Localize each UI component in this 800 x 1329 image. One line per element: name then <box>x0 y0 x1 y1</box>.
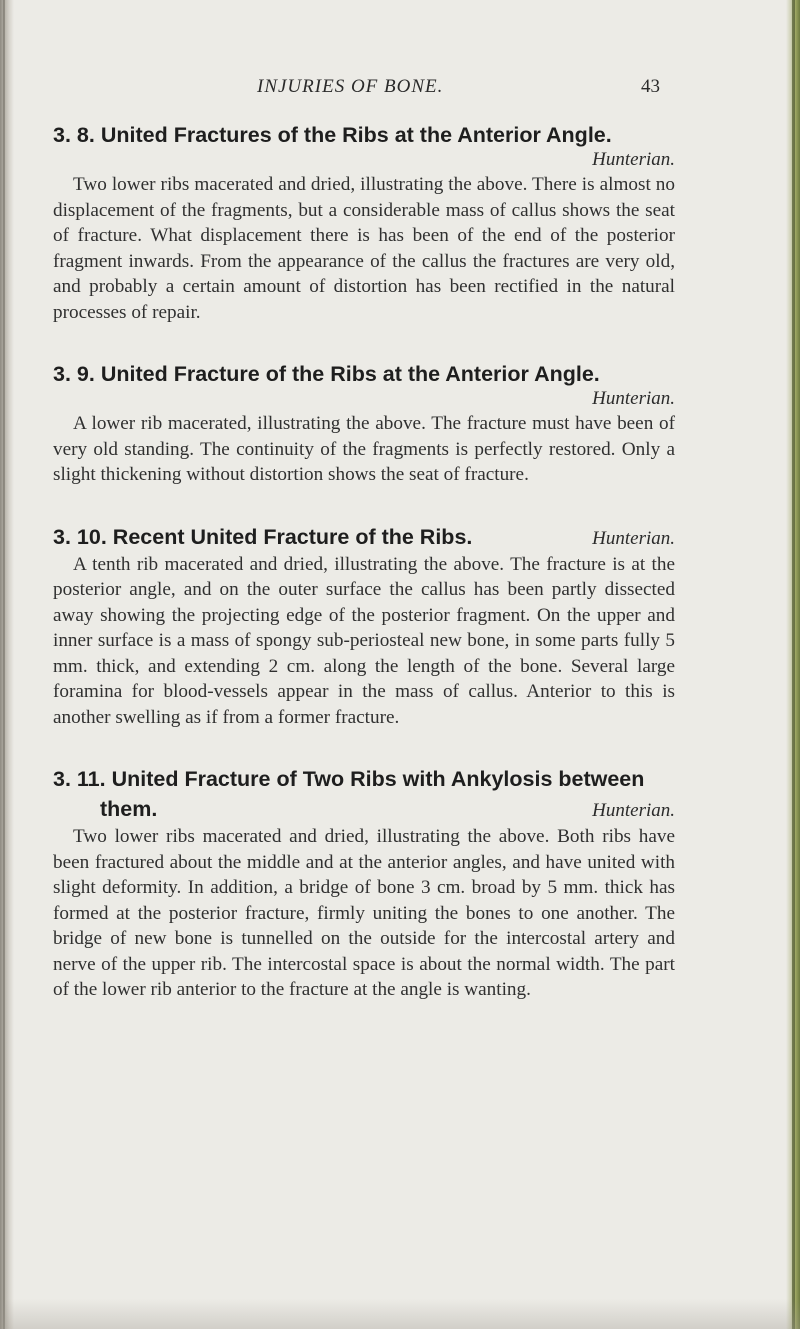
page-left-edge-line <box>3 0 5 1329</box>
entry-source: Hunterian. <box>592 800 675 821</box>
catalogue-entry-3-9 <box>53 359 675 488</box>
entry-title: United Fracture of Two Ribs with Ankylosis between <box>111 767 645 791</box>
entry-title-continuation-text: them. <box>100 797 158 821</box>
entry-title: United Fractures of the Ribs at the Anterior Angle. <box>100 123 612 147</box>
entry-heading <box>53 359 675 389</box>
entry-number: 3. 10. <box>53 524 107 549</box>
entry-description: Two lower ribs macerated and dried, illustrating the above. There is almost no displacement of the fragments, but a considerable mass of callus shows the seat of fracture. What displacement there is has been of the end of the posterior fragment inwards. From the appearance of the callus the fractures are very old, and probably a certain amount of distortion has been rectified in the natural processes of repair. <box>53 174 675 323</box>
entry-description: A tenth rib macerated and dried, illustrating the above. The fracture is at the posterior angle, and on the outer surface the callus has been partly dissected away showing the projecting edge of the posterior fragment. On the upper and inner surface is a mass of spongy sub-periosteal new bone, in some parts fully 5 mm. thick, and extending 2 cm. along the length of the bone. Several large foramina for blood-vessels appear in the mass of callus. Anterior to this is another swelling as if from a former fracture. <box>53 553 675 728</box>
page-number: 43 <box>641 76 660 97</box>
page-content <box>53 120 675 1037</box>
entry-source: Hunterian. <box>592 527 675 549</box>
page-right-edge-line <box>792 0 795 1329</box>
page-bottom-shadow <box>0 1299 800 1329</box>
entry-heading <box>53 522 675 552</box>
entry-heading <box>53 764 675 824</box>
entry-title-continuation <box>53 794 675 824</box>
catalogue-entry-3-8 <box>53 120 675 325</box>
entry-source: Hunterian. <box>592 149 675 170</box>
running-head <box>0 76 800 100</box>
entry-number: 3. 8. <box>53 123 95 147</box>
entry-description: Two lower ribs macerated and dried, illustrating the above. Both ribs have been fractured about the middle and at the anterior angles, and have united with slight deformity. In addition, a bridge of bone 3 cm. broad by 5 mm. thick has formed at the posterior fracture, firmly uniting the bones to one another. The bridge of new bone is tunnelled on the outside for the intercostal artery and nerve of the upper rib. The intercostal space is about the normal width. The part of the lower rib anterior to the fracture at the angle is wanting. <box>53 826 675 1000</box>
entry-description: A lower rib macerated, illustrating the above. The fracture must have been of very old standing. The continuity of the fragments is perfectly restored. Only a slight thickening without distortion shows the seat of fracture. <box>53 413 675 485</box>
entry-number: 3. 11. <box>53 767 106 791</box>
entry-heading <box>53 120 675 150</box>
entry-title: Recent United Fracture of the Ribs. <box>112 524 473 549</box>
catalogue-entry-3-11 <box>53 764 675 1003</box>
running-head-title: INJURIES OF BONE. <box>257 76 444 97</box>
catalogue-entry-3-10 <box>53 522 675 731</box>
entry-number: 3. 9. <box>53 362 95 386</box>
entry-title: United Fracture of the Ribs at the Anterior Angle. <box>100 362 600 386</box>
entry-source: Hunterian. <box>592 388 675 409</box>
